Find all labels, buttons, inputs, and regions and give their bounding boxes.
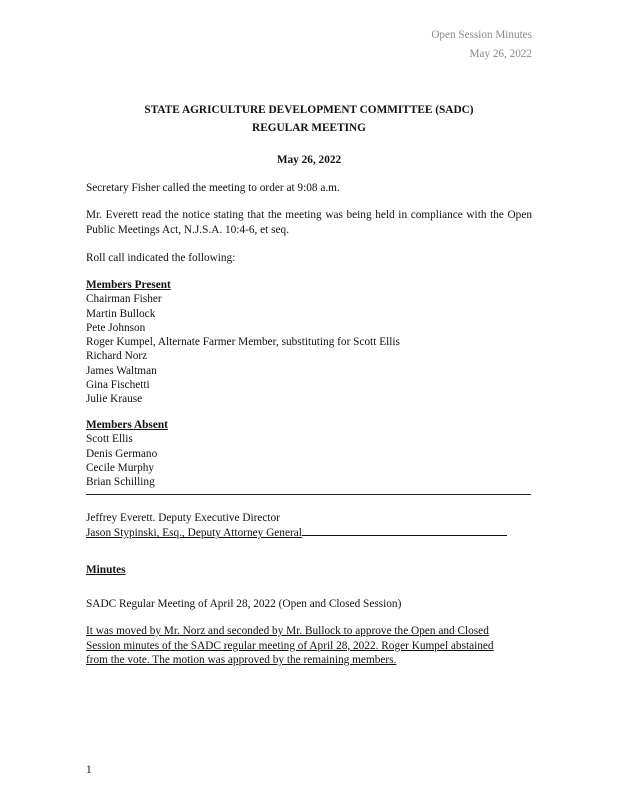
list-item: Brian Schilling xyxy=(86,476,155,489)
running-header xyxy=(431,26,532,64)
header-session-label: Open Session Minutes xyxy=(431,29,532,41)
staff-section xyxy=(86,511,507,541)
list-item: James Waltman xyxy=(86,364,157,377)
motion-line: from the vote. The motion was approved by the remaining members. xyxy=(86,654,397,666)
list-item: Roger Kumpel, Alternate Farmer Member, substituting for Scott Ellis xyxy=(86,336,400,349)
list-item: Gina Fischetti xyxy=(86,379,150,392)
section-divider xyxy=(86,494,531,495)
staff-line: Jeffrey Everett. Deputy Executive Director xyxy=(86,512,280,524)
members-absent-heading: Members Absent xyxy=(86,419,168,431)
motion-line: Session minutes of the SADC regular meeting of April 28, 2022. Roger Kumpel abstained xyxy=(86,639,494,652)
header-date: May 26, 2022 xyxy=(469,48,532,60)
page-number: 1 xyxy=(86,764,92,776)
motion-line: It was moved by Mr. Norz and seconded by Mr. Bullock to approve the Open and Closed xyxy=(86,625,489,637)
list-item: Cecile Murphy xyxy=(86,461,155,474)
meeting-date: May 26, 2022 xyxy=(276,154,342,166)
members-present-section xyxy=(86,278,400,407)
staff-line-underlined xyxy=(86,525,507,540)
list-item: Martin Bullock xyxy=(86,307,156,320)
list-item: Pete Johnson xyxy=(86,321,146,334)
list-item: Chairman Fisher xyxy=(86,293,162,306)
staff-line-text: Jason Stypinski, Esq., Deputy Attorney General xyxy=(86,527,302,540)
members-present-heading: Members Present xyxy=(86,279,171,291)
motion-paragraph xyxy=(86,624,494,668)
list-item: Richard Norz xyxy=(86,350,148,363)
members-absent-section xyxy=(86,418,168,489)
signature-fill-line xyxy=(302,525,507,536)
minutes-heading: Minutes xyxy=(86,564,126,576)
document-subtitle: REGULAR MEETING xyxy=(252,122,366,134)
list-item: Scott Ellis xyxy=(86,433,133,446)
document-title: STATE AGRICULTURE DEVELOPMENT COMMITTEE (SADC) xyxy=(144,104,474,116)
list-item: Julie Krause xyxy=(86,393,143,406)
notice-paragraph: Mr. Everett read the notice stating that the meeting was being held in compliance with the Open Public Meetings Act, N.J.S.A. 10:4-6, et seq. xyxy=(86,209,532,236)
list-item: Denis Germano xyxy=(86,447,158,460)
minutes-item: SADC Regular Meeting of April 28, 2022 (Open and Closed Session) xyxy=(86,598,402,610)
call-to-order-paragraph: Secretary Fisher called the meeting to order at 9:08 a.m. xyxy=(86,182,340,194)
roll-call-paragraph: Roll call indicated the following: xyxy=(86,252,236,264)
